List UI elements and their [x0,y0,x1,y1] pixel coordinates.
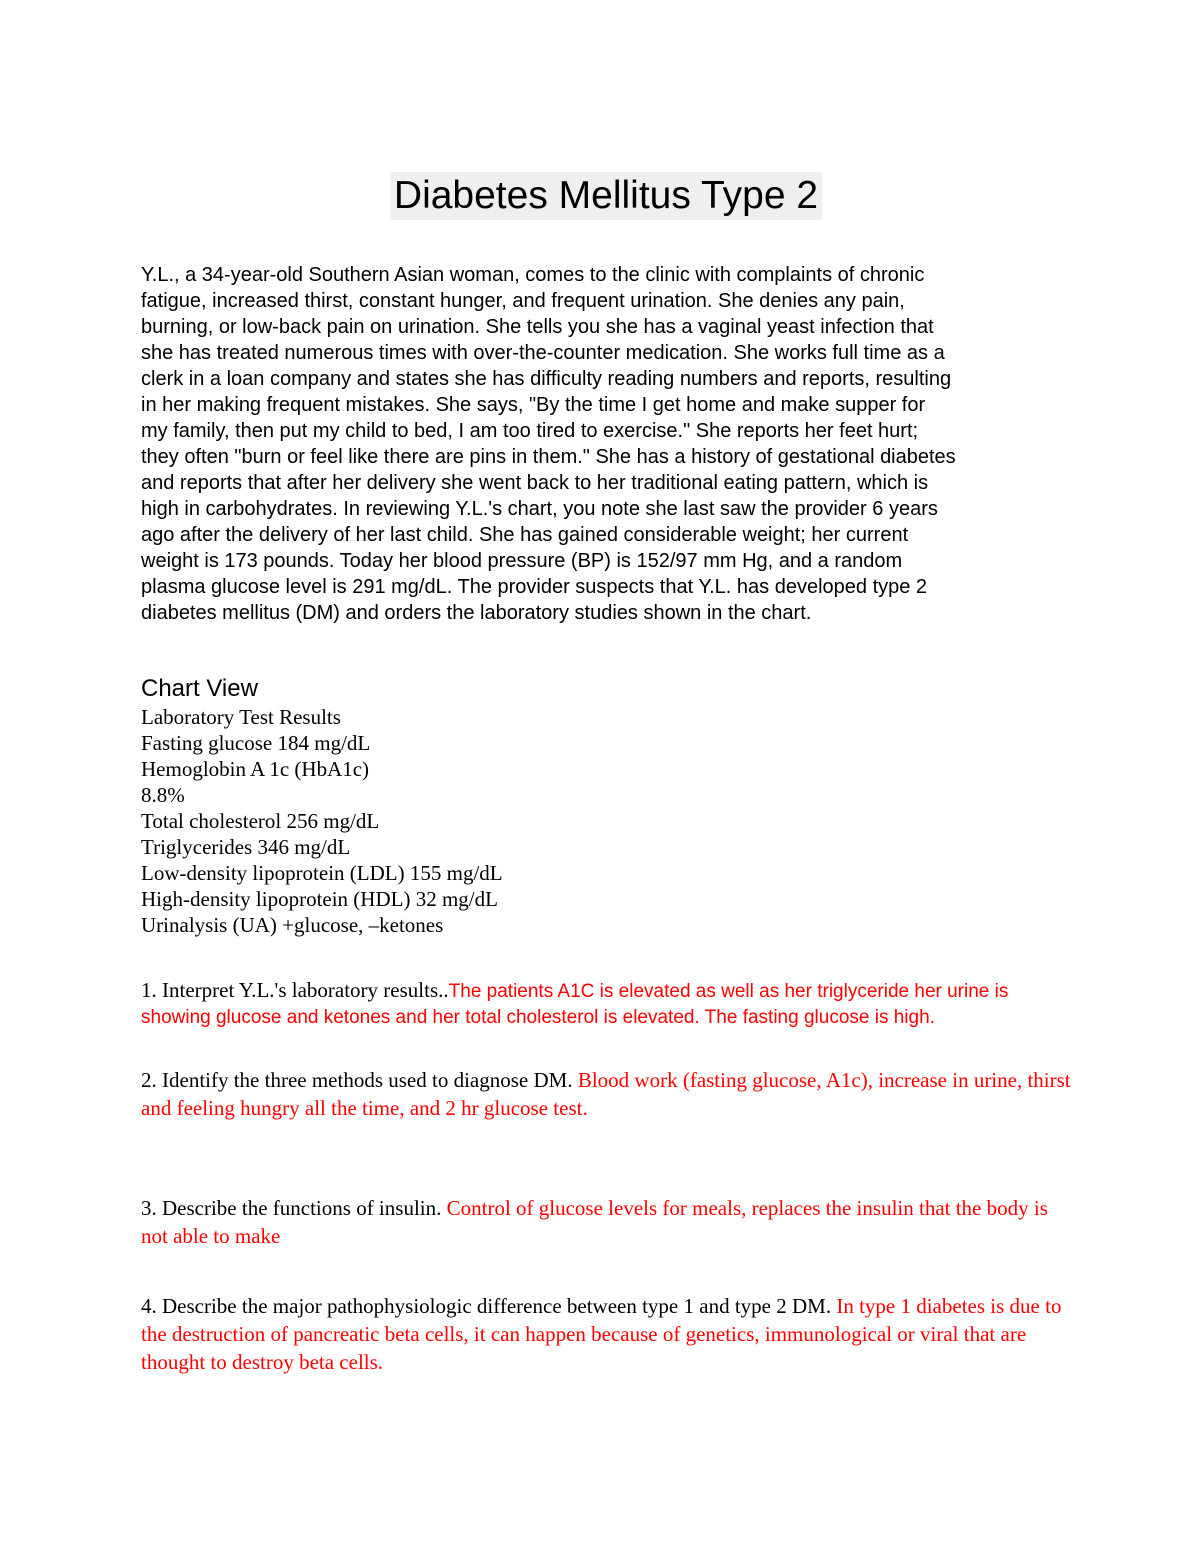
question-3-answer: Control of glucose levels for meals, replaces the insulin that the body is not able to make [141,1196,1048,1249]
lab-fasting-glucose: Fasting glucose 184 mg/dL [141,731,371,756]
case-line: they often "burn or feel like there are pins in them." She has a history of gestational diabetes [141,446,956,469]
question-2 [141,1066,1071,1122]
case-line: in her making frequent mistakes. She says, "By the time I get home and make supper for [141,394,926,417]
question-4 [141,1292,1071,1376]
lab-hemoglobin-a1c-value: 8.8% [141,783,185,808]
lab-results-title: Laboratory Test Results [141,705,341,730]
title-wrapper [141,146,1071,246]
case-line: diabetes mellitus (DM) and orders the laboratory studies shown in the chart. [141,602,812,625]
question-3-prompt: 3. Describe the functions of insulin. [141,1196,442,1221]
case-study-paragraph [141,262,1071,626]
case-line: my family, then put my child to bed, I am too tired to exercise." She reports her feet hurt; [141,420,919,443]
case-line: high in carbohydrates. In reviewing Y.L.'s chart, you note she last saw the provider 6 years [141,498,938,521]
case-line: plasma glucose level is 291 mg/dL. The provider suspects that Y.L. has developed type 2 [141,576,928,599]
case-line: and reports that after her delivery she went back to her traditional eating pattern, which is [141,472,929,495]
lab-hemoglobin-a1c: Hemoglobin A 1c (HbA1c) [141,757,370,782]
question-4-prompt: 4. Describe the major pathophysiologic difference between type 1 and type 2 DM. [141,1294,832,1319]
question-1-prompt: 1. Interpret Y.L.'s laboratory results.. [141,978,449,1003]
document-title: Diabetes Mellitus Type 2 [390,172,822,220]
case-line: she has treated numerous times with over-the-counter medication. She works full time as a [141,342,945,365]
question-1 [141,978,1071,1030]
document-page [141,146,1071,1376]
question-4-answer: In type 1 diabetes is due to the destruction of pancreatic beta cells, it can happen because of genetics, immunological or viral that are thought to destroy beta cells. [141,1294,1062,1375]
case-line: Y.L., a 34-year-old Southern Asian woman, comes to the clinic with complaints of chronic [141,264,925,287]
chart-view-heading: Chart View [141,675,258,703]
question-1-answer: The patients A1C is elevated as well as her triglyceride her urine is showing glucose and ketones and her total cholesterol is elevated. The fasting glucose is high. [141,981,1009,1029]
lab-urinalysis: Urinalysis (UA) +glucose, –ketones [141,913,444,938]
lab-ldl: Low-density lipoprotein (LDL) 155 mg/dL [141,861,503,886]
question-2-prompt: 2. Identify the three methods used to diagnose DM. [141,1068,573,1093]
case-line: fatigue, increased thirst, constant hunger, and frequent urination. She denies any pain, [141,290,905,313]
case-line: ago after the delivery of her last child. She has gained considerable weight; her current [141,524,909,547]
question-3 [141,1194,1071,1250]
lab-results-list [141,704,1071,938]
lab-hdl: High-density lipoprotein (HDL) 32 mg/dL [141,887,498,912]
lab-triglycerides: Triglycerides 346 mg/dL [141,835,351,860]
case-line: weight is 173 pounds. Today her blood pressure (BP) is 152/97 mm Hg, and a random [141,550,903,573]
questions-section [141,978,1071,1376]
case-line: clerk in a loan company and states she has difficulty reading numbers and reports, resulting [141,368,952,391]
lab-total-cholesterol: Total cholesterol 256 mg/dL [141,809,380,834]
question-2-answer: Blood work (fasting glucose, A1c), increase in urine, thirst and feeling hungry all the time, and 2 hr glucose test. [141,1068,1071,1121]
case-line: burning, or low-back pain on urination. She tells you she has a vaginal yeast infection that [141,316,934,339]
